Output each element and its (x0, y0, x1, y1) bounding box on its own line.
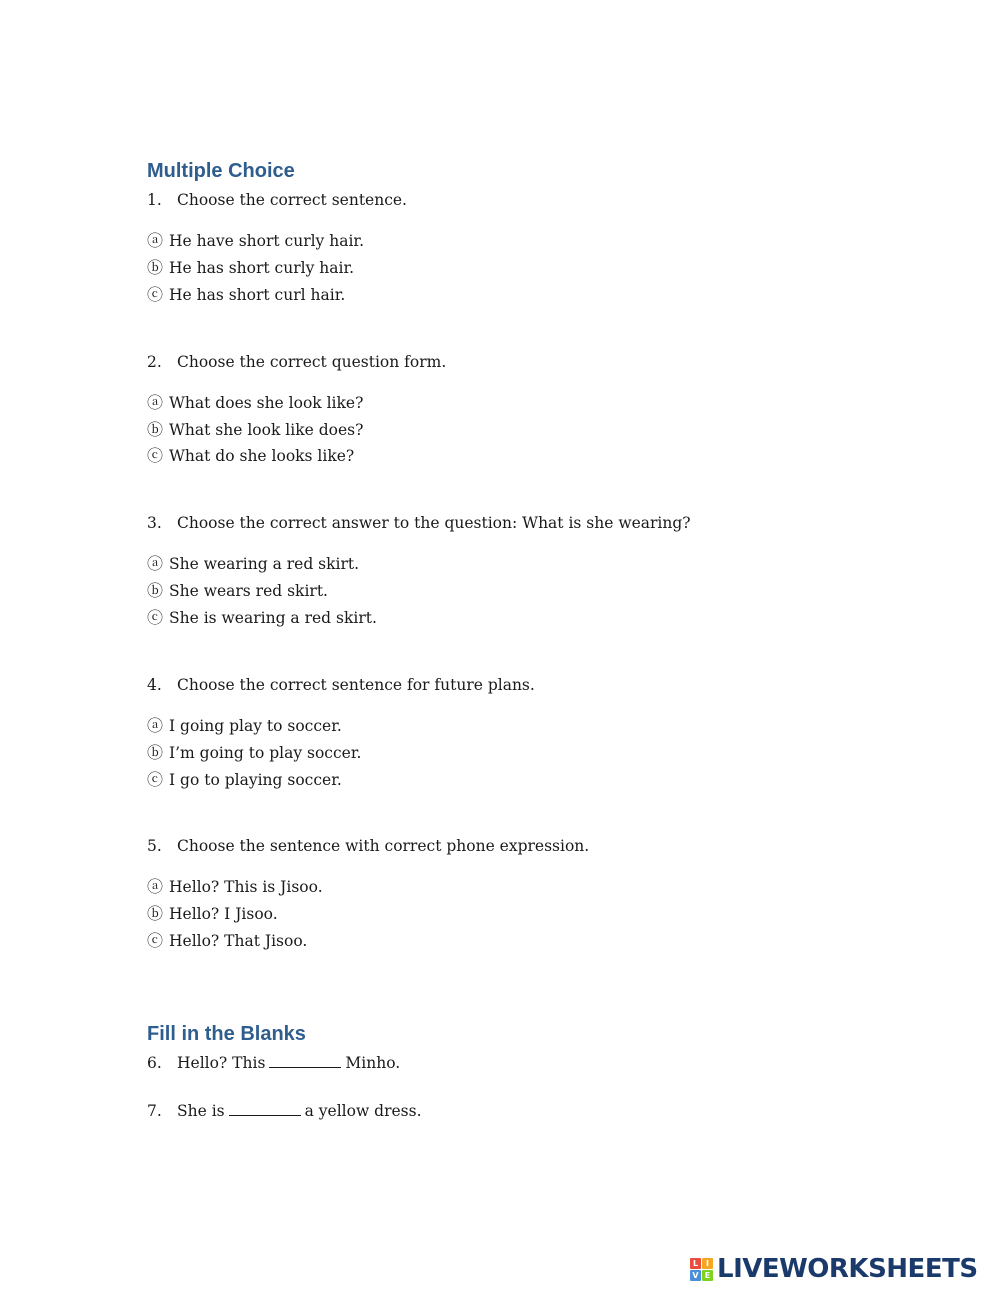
question-number: 4. (147, 676, 162, 694)
question-text-before: Hello? This (177, 1054, 266, 1072)
option-5c[interactable] (147, 931, 307, 951)
option-2b[interactable] (147, 420, 363, 440)
answer-blank[interactable] (229, 1101, 301, 1116)
option-marker: ⓐ (147, 231, 164, 250)
option-text: Hello? That Jisoo. (169, 932, 308, 950)
logo-tile: I (702, 1258, 713, 1269)
option-text: Hello? This is Jisoo. (169, 878, 323, 896)
logo-tiles-icon (690, 1258, 713, 1281)
option-text: I’m going to play soccer. (169, 744, 362, 762)
question-number: 2. (147, 353, 162, 371)
question-text: Choose the correct answer to the question: What is she wearing? (177, 514, 691, 532)
question-text: Choose the correct sentence for future plans. (177, 676, 535, 694)
option-2c[interactable] (147, 446, 354, 466)
logo-tile: E (702, 1270, 713, 1281)
option-marker: ⓒ (147, 608, 164, 627)
option-marker: ⓑ (147, 258, 164, 277)
option-text: What do she looks like? (169, 447, 355, 465)
option-text: She wears red skirt. (169, 582, 328, 600)
question-2 (147, 352, 446, 372)
option-marker: ⓐ (147, 554, 164, 573)
option-text: What does she look like? (169, 394, 364, 412)
section-title-fill-in-the-blanks: Fill in the Blanks (147, 1023, 306, 1045)
question-5 (147, 836, 589, 856)
option-marker: ⓒ (147, 285, 164, 304)
question-number: 1. (147, 191, 162, 209)
liveworksheets-logo (690, 1254, 978, 1284)
option-3a[interactable] (147, 554, 359, 574)
option-marker: ⓒ (147, 446, 164, 465)
option-marker: ⓒ (147, 931, 164, 950)
question-text-before: She is (177, 1102, 225, 1120)
option-marker: ⓐ (147, 877, 164, 896)
option-5b[interactable] (147, 904, 278, 924)
option-text: I going play to soccer. (169, 717, 342, 735)
option-text: He has short curl hair. (169, 286, 346, 304)
question-6 (147, 1053, 400, 1073)
logo-tile: L (690, 1258, 701, 1269)
question-text: Choose the correct sentence. (177, 191, 407, 209)
option-1b[interactable] (147, 258, 354, 278)
option-text: She wearing a red skirt. (169, 555, 360, 573)
question-text: Choose the sentence with correct phone expression. (177, 837, 590, 855)
option-text: He have short curly hair. (169, 232, 365, 250)
section-title-multiple-choice: Multiple Choice (147, 160, 295, 182)
question-7 (147, 1101, 422, 1121)
option-text: Hello? I Jisoo. (169, 905, 278, 923)
question-text: Choose the correct question form. (177, 353, 447, 371)
question-3 (147, 513, 691, 533)
option-1c[interactable] (147, 285, 345, 305)
option-3c[interactable] (147, 608, 377, 628)
option-2a[interactable] (147, 393, 363, 413)
option-5a[interactable] (147, 877, 323, 897)
option-marker: ⓑ (147, 420, 164, 439)
option-text: She is wearing a red skirt. (169, 609, 377, 627)
question-number: 5. (147, 837, 162, 855)
option-marker: ⓐ (147, 716, 164, 735)
option-text: I go to playing soccer. (169, 771, 342, 789)
option-4b[interactable] (147, 743, 361, 763)
question-number: 7. (147, 1102, 162, 1120)
option-marker: ⓐ (147, 393, 164, 412)
option-4c[interactable] (147, 770, 342, 790)
question-text-after: Minho. (345, 1054, 401, 1072)
option-4a[interactable] (147, 716, 342, 736)
option-marker: ⓑ (147, 743, 164, 762)
option-marker: ⓑ (147, 904, 164, 923)
question-4 (147, 675, 535, 695)
option-1a[interactable] (147, 231, 364, 251)
logo-text: LIVEWORKSHEETS (717, 1254, 978, 1284)
question-number: 6. (147, 1054, 162, 1072)
question-1 (147, 190, 407, 210)
question-text-after: a yellow dress. (304, 1102, 422, 1120)
option-text: What she look like does? (169, 421, 364, 439)
option-3b[interactable] (147, 581, 328, 601)
answer-blank[interactable] (269, 1053, 341, 1068)
logo-tile: V (690, 1270, 701, 1281)
option-marker: ⓒ (147, 770, 164, 789)
question-number: 3. (147, 514, 162, 532)
option-marker: ⓑ (147, 581, 164, 600)
option-text: He has short curly hair. (169, 259, 355, 277)
